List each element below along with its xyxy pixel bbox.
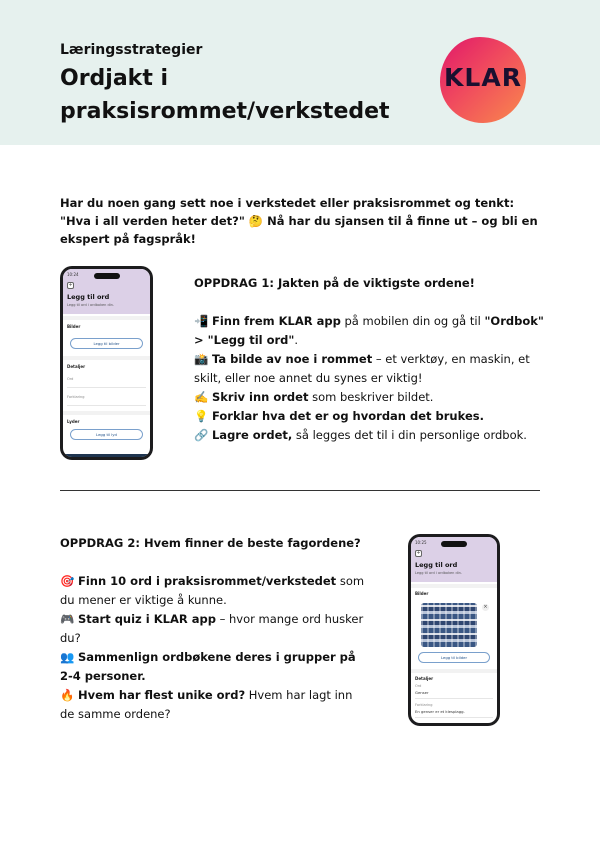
input-underline [415,717,493,718]
section-separator [411,669,497,673]
task-1-item: 📲 Finn frem KLAR app på mobilen din og gå til "Ordbok" > "Legg til ord". [194,314,544,347]
dynamic-island [441,541,467,547]
task-1-section [194,274,544,445]
task-1-item: 📸 Ta bilde av noe i rommet – et verktøy, en maskin, et skilt, eller noe annet du synes er viktig! [194,352,530,385]
images-label: Bilder [67,324,81,329]
task-1-item: 💡 Forklar hva det er og hvordan det brukes. [194,409,484,423]
add-icon[interactable]: + [68,282,73,288]
status-time: 10:25 [415,540,427,545]
task-2-item: 🎯 Finn 10 ord i praksisrommet/verkstedet som du mener er viktige å kunne. [60,574,365,607]
logo-text: KLAR [444,63,522,92]
bottom-bar [63,454,150,457]
details-label: Detaljer [67,364,86,369]
section-separator [63,411,150,415]
task-1-heading: OPPDRAG 1: Jakten på de viktigste ordene! [194,276,475,290]
phone-title: Legg til ord [67,293,110,301]
lightbulb-icon: 💡 [194,409,209,423]
word-label: Ord [415,684,422,688]
input-underline [67,387,146,388]
explanation-input[interactable]: En genser er et klesplagg. [415,709,465,714]
remove-image-icon[interactable]: × [483,604,488,610]
phone-mockup-1 [60,266,153,460]
section-separator [63,356,150,360]
task-2-item: 👥 Sammenlign ordbøkene deres i grupper på 2-4 personer. [60,650,356,683]
explanation-input[interactable]: Forklaring [67,395,85,399]
phone-screen [411,537,497,723]
add-icon[interactable]: + [416,550,421,556]
phone-subtitle: Legg til ord i ordboken din. [415,571,462,575]
intro-paragraph: Har du noen gang sett noe i verkstedet eller praksisrommet og tenkt: "Hva i all verden heter det?" 🤔 Nå har du sjansen til å finne ut – og bli en ekspert på fagspråk! [60,196,538,246]
status-time: 10:24 [67,272,79,277]
explanation-label: Forklaring [415,703,433,707]
sweater-photo [421,603,477,647]
sounds-label: Lyder [67,419,80,424]
input-underline [415,698,493,699]
target-icon: 🎯 [60,574,75,588]
klar-logo [440,37,526,123]
add-images-button[interactable]: Legg til bilder [70,338,143,349]
writing-hand-icon: ✍️ [194,390,209,404]
input-underline [67,405,146,406]
camera-icon: 📸 [194,352,209,366]
phone-mockup-2 [408,534,500,726]
images-label: Bilder [415,591,429,596]
fire-icon: 🔥 [60,688,75,702]
task-1-item: 🔗 Lagre ordet, så legges det til i din personlige ordbok. [194,428,527,442]
game-controller-icon: 🎮 [60,612,75,626]
phone-screen [63,269,150,457]
word-input[interactable]: Genser [415,690,429,695]
page-kicker: Læringsstrategier [60,42,203,58]
section-separator [63,316,150,320]
section-separator [411,584,497,588]
phone-arrow-icon: 📲 [194,314,209,328]
add-sound-button[interactable]: Legg til lyd [70,429,143,440]
task-2-section [60,534,365,724]
people-icon: 👥 [60,650,75,664]
page-title: Ordjakt i praksisrommet/verkstedet [60,66,390,124]
add-images-button[interactable]: Legg til bilder [418,652,490,663]
phone-subtitle: Legg til ord i ordboken din. [67,303,114,307]
task-2-item: 🔥 Hvem har flest unike ord? Hvem har lagt inn de samme ordene? [60,688,353,721]
task-2-item: 🎮 Start quiz i KLAR app – hvor mange ord husker du? [60,612,364,645]
phone-title: Legg til ord [415,561,458,569]
task-2-heading: OPPDRAG 2: Hvem finner de beste fagordene? [60,536,361,550]
task-1-item: ✍️ Skriv inn ordet som beskriver bildet. [194,390,434,404]
word-input[interactable]: Ord [67,377,74,381]
link-icon: 🔗 [194,428,209,442]
section-divider [60,490,540,491]
details-label: Detaljer [415,676,434,681]
dynamic-island [94,273,120,279]
